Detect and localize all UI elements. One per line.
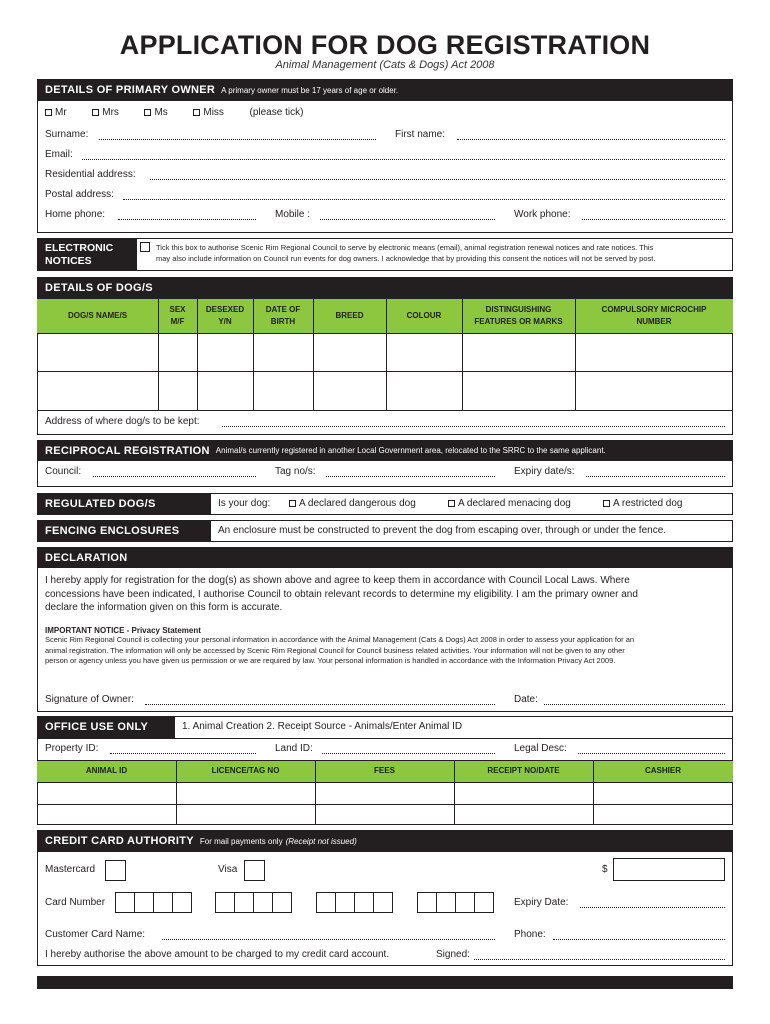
col-sex-line-1: SEX	[169, 305, 186, 314]
legal-desc-field[interactable]	[578, 753, 725, 754]
card-digit-box[interactable]	[373, 892, 393, 913]
col-features-line-1: DISTINGUISHING	[485, 305, 552, 314]
surname-label: Surname:	[45, 129, 89, 140]
expiry-dates-label: Expiry date/s:	[514, 466, 575, 477]
expiry-date-label: Expiry Date:	[514, 897, 569, 908]
col-dob	[253, 299, 313, 333]
col-fees: FEES	[374, 766, 395, 775]
dog-address-field[interactable]	[222, 426, 725, 427]
card-number-group-1	[115, 892, 192, 913]
customer-name-label: Customer Card Name:	[45, 929, 146, 940]
dog-row-1[interactable]	[38, 334, 732, 371]
expiry-date-field[interactable]	[580, 907, 725, 908]
reciprocal-header	[37, 440, 733, 461]
mastercard-label: Mastercard	[45, 864, 96, 875]
regulated-header	[37, 493, 211, 515]
electronic-notices-header	[37, 238, 137, 271]
card-digit-box[interactable]	[474, 892, 494, 913]
phone-label: Phone:	[514, 929, 546, 940]
declaration-line-3: declare the information given on this form is accurate.	[45, 602, 283, 613]
checkbox-icon	[144, 109, 151, 116]
mobile-label: Mobile :	[275, 209, 311, 220]
postal-label: Postal address:	[45, 189, 114, 200]
land-id-label: Land ID:	[275, 743, 313, 754]
postal-field[interactable]	[123, 199, 725, 200]
electronic-text-line-2: may also include information on Council run events for dog owners. I acknowledge that by providing this consent the notices will not be served by post.	[156, 253, 656, 263]
visa-label: Visa	[218, 864, 238, 875]
privacy-notice	[45, 635, 634, 667]
menacing-dog-option[interactable]: A declared menacing dog	[448, 498, 571, 509]
privacy-notice-line-3: person or agency unless you have given us permission or we are required by law. Your personal information is handled in accordance with the Information Privacy Act 2009.	[45, 656, 616, 665]
checkbox-icon	[45, 109, 52, 116]
footer-bar	[37, 976, 733, 989]
col-sex	[158, 299, 197, 333]
surname-field[interactable]	[99, 139, 376, 140]
card-number-group-4	[417, 892, 494, 913]
col-receipt: RECEIPT NO/DATE	[487, 766, 560, 775]
col-microchip-line-1: COMPULSORY MICROCHIP	[601, 305, 707, 314]
privacy-notice-line-1: Scenic Rim Regional Council is collecting your personal information in accordance with the Animal Management (Cats & Dogs) Act 2008 in order to assess your application for an	[45, 635, 635, 644]
land-id-field[interactable]	[322, 753, 495, 754]
page-subtitle: Animal Management (Cats & Dogs) Act 2008	[275, 59, 495, 71]
card-digit-box[interactable]	[455, 892, 475, 913]
mastercard-checkbox[interactable]	[105, 860, 126, 881]
mobile-field[interactable]	[320, 219, 495, 220]
declaration-date-label: Date:	[514, 694, 538, 705]
col-desexed	[197, 299, 253, 333]
credit-title: CREDIT CARD AUTHORITY	[45, 835, 194, 847]
title-checkbox-mrs[interactable]: Mrs	[92, 107, 119, 118]
visa-checkbox[interactable]	[244, 860, 265, 881]
signature-field[interactable]	[145, 704, 495, 705]
title-checkbox-ms[interactable]: Ms	[144, 107, 167, 118]
fencing-header	[37, 520, 211, 542]
dogs-row-divider	[37, 410, 733, 411]
card-digit-box[interactable]	[234, 892, 254, 913]
declaration-date-field[interactable]	[544, 704, 725, 705]
electronic-label-1: ELECTRONIC	[45, 242, 114, 254]
first-name-label: First name:	[395, 129, 446, 140]
tag-field[interactable]	[326, 476, 495, 477]
col-desexed-line-1: DESEXED	[205, 305, 245, 314]
property-id-label: Property ID:	[45, 743, 99, 754]
col-features	[462, 299, 575, 333]
restricted-dog-option[interactable]: A restricted dog	[603, 498, 682, 509]
declaration-text	[45, 574, 638, 615]
card-digit-box[interactable]	[172, 892, 192, 913]
col-dog-name: DOG/S NAME/S	[67, 311, 128, 320]
privacy-notice-line-2: animal registration. The information will only be accessed by Scenic Rim Regional Council for Council business related activities. Your information will not be given to any other	[45, 645, 625, 655]
signed-field[interactable]	[474, 959, 725, 960]
declaration-line-2: concessions have been indicated, I authorise Council to obtain relevant records to determine my eligibility. I am the primary owner and	[45, 588, 638, 600]
title-checkbox-mr[interactable]: Mr	[45, 107, 67, 118]
col-animal-id: ANIMAL ID	[85, 766, 128, 775]
electronic-label-2: NOTICES	[45, 255, 92, 267]
first-name-field[interactable]	[457, 139, 725, 140]
office-info: 1. Animal Creation 2. Receipt Source - Animals/Enter Animal ID	[182, 721, 463, 732]
credit-note-italic: (Receipt not issued)	[285, 836, 357, 846]
primary-owner-note: A primary owner must be 17 years of age or older.	[221, 85, 399, 95]
card-digit-box[interactable]	[115, 892, 135, 913]
dog-address-label: Address of where dog/s to be kept:	[45, 416, 200, 427]
col-features-line-2: FEATURES OR MARKS	[474, 317, 563, 326]
checkbox-icon	[92, 109, 99, 116]
card-number-group-3	[316, 892, 393, 913]
primary-owner-section	[37, 79, 733, 233]
property-id-field[interactable]	[110, 753, 256, 754]
title-checkbox-miss[interactable]: Miss	[193, 107, 224, 118]
card-number-group-2	[215, 892, 292, 913]
title-options	[45, 107, 303, 118]
office-row-2[interactable]	[38, 805, 732, 824]
email-label: Email:	[45, 149, 73, 160]
col-dob-line-1: DATE OF	[265, 305, 301, 314]
dangerous-dog-option[interactable]: A declared dangerous dog	[289, 498, 416, 509]
col-colour: COLOUR	[406, 311, 442, 320]
tag-label: Tag no/s:	[275, 466, 316, 477]
signature-label: Signature of Owner:	[45, 694, 134, 705]
declaration-header	[37, 547, 733, 568]
regulated-title: REGULATED DOG/S	[45, 498, 156, 510]
card-digit-box[interactable]	[417, 892, 437, 913]
signed-label: Signed:	[436, 949, 470, 960]
fencing-text: An enclosure must be constructed to prevent the dog from escaping over, through or under the fence.	[218, 525, 667, 536]
tick-note: (please tick)	[249, 107, 304, 118]
card-digit-box[interactable]	[316, 892, 336, 913]
dogs-header	[37, 277, 733, 299]
col-breed: BREED	[335, 311, 364, 320]
fencing-title: FENCING ENCLOSURES	[45, 525, 180, 537]
card-digit-box[interactable]	[153, 892, 173, 913]
dog-row-2[interactable]	[38, 372, 732, 410]
page-title: APPLICATION FOR DOG REGISTRATION	[119, 30, 651, 60]
phone-field[interactable]	[553, 939, 725, 940]
work-phone-label: Work phone:	[514, 209, 571, 220]
credit-header	[37, 830, 733, 852]
dollar-label: $	[602, 864, 608, 875]
office-divider	[37, 738, 733, 739]
home-phone-label: Home phone:	[45, 209, 106, 220]
checkbox-icon	[193, 109, 200, 116]
card-digit-box[interactable]	[354, 892, 374, 913]
declaration-title: DECLARATION	[45, 551, 128, 564]
email-field[interactable]	[82, 159, 725, 160]
col-microchip-line-2: NUMBER	[636, 317, 672, 326]
card-digit-box[interactable]	[436, 892, 456, 913]
col-licence-tag: LICENCE/TAG NO	[211, 766, 280, 775]
reciprocal-note: Animal/s currently registered in another Local Government area, relocated to the SRRC to the same applicant.	[215, 446, 606, 455]
regulated-prompt: Is your dog:	[218, 498, 271, 509]
amount-input[interactable]	[613, 858, 725, 881]
checkbox-icon	[289, 500, 296, 507]
declaration-line-1: I hereby apply for registration for the dog(s) as shown above and agree to keep them in accordance with Council Local Laws. Where	[45, 575, 630, 586]
residential-label: Residential address:	[45, 169, 136, 180]
office-row-1[interactable]	[38, 783, 732, 804]
privacy-notice-title: IMPORTANT NOTICE - Privacy Statement	[45, 626, 201, 635]
card-digit-box[interactable]	[215, 892, 235, 913]
legal-desc-label: Legal Desc:	[514, 743, 567, 754]
card-digit-box[interactable]	[253, 892, 273, 913]
card-digit-box[interactable]	[272, 892, 292, 913]
dogs-title: DETAILS OF DOG/S	[45, 282, 153, 294]
customer-name-field[interactable]	[162, 939, 495, 940]
primary-owner-title: DETAILS OF PRIMARY OWNER	[45, 84, 216, 96]
residential-field[interactable]	[150, 179, 725, 180]
expiry-dates-field[interactable]	[586, 476, 725, 477]
card-digit-box[interactable]	[335, 892, 355, 913]
electronic-text	[156, 243, 655, 264]
col-microchip	[575, 299, 733, 333]
col-dob-line-2: BIRTH	[270, 317, 296, 326]
credit-note: For mail payments only	[199, 836, 283, 846]
card-digit-box[interactable]	[134, 892, 154, 913]
col-cashier: CASHIER	[644, 766, 681, 775]
office-header	[37, 716, 175, 738]
home-phone-field[interactable]	[118, 219, 256, 220]
council-label: Council:	[45, 466, 82, 477]
office-title: OFFICE USE ONLY	[45, 721, 149, 733]
col-desexed-line-2: Y/N	[218, 317, 232, 326]
reciprocal-title: RECIPROCAL REGISTRATION	[45, 444, 210, 457]
card-number-label: Card Number	[45, 897, 106, 908]
col-sex-line-2: M/F	[170, 317, 185, 326]
checkbox-icon	[603, 500, 610, 507]
checkbox-icon	[448, 500, 455, 507]
electronic-consent-checkbox[interactable]	[140, 242, 150, 252]
primary-owner-header	[37, 79, 733, 101]
authorise-text: I hereby authorise the above amount to be charged to my credit card account.	[45, 949, 390, 960]
council-field[interactable]	[93, 476, 256, 477]
electronic-text-line-1: Tick this box to authorise Scenic Rim Regional Council to serve by electronic means (email), animal registration renewal notices and rate notices. This	[156, 243, 654, 252]
office-row-divider	[37, 760, 733, 761]
work-phone-field[interactable]	[582, 219, 725, 220]
